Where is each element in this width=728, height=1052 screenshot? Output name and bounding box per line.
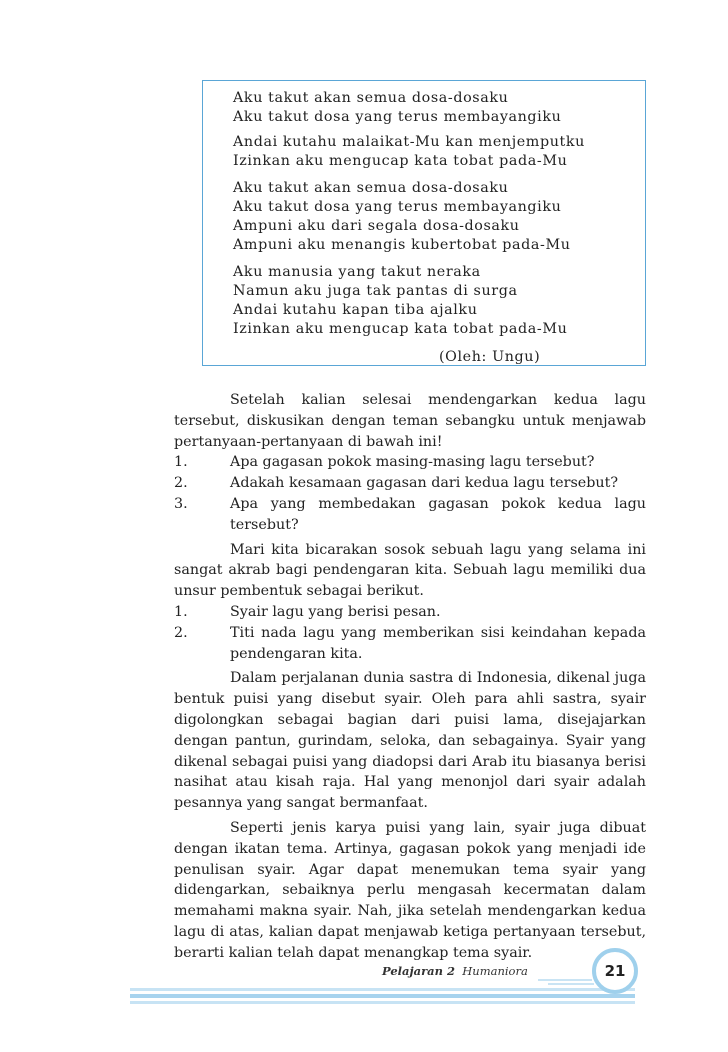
poem-line: Aku takut dosa yang terus membayangiku: [233, 109, 562, 125]
poem-line: Andai kutahu malaikat-Mu kan menjemputku: [233, 134, 585, 150]
list-item-continuation: pendengaran kita.: [230, 645, 363, 662]
paragraph: Mari kita bicarakan sosok sebuah lagu yang selama ini sangat akrab bagi pendengaran kita. Sebuah lagu memiliki dua unsur pembentuk sebagai berikut.: [174, 541, 646, 600]
intro-paragraph: Setelah kalian selesai mendengarkan kedua lagu tersebut, diskusikan dengan teman sebangku untuk menjawab pertanyaan-pertanyaan di bawah ini!: [174, 392, 646, 450]
poem-line: Izinkan aku mengucap kata tobat pada-Mu: [233, 321, 568, 337]
stanza-3: [233, 179, 571, 255]
list-item: 2. Titi nada lagu yang memberikan sisi keindahan kepada: [174, 624, 646, 641]
poem-line: Aku takut dosa yang terus membayangiku: [233, 199, 562, 215]
poem-line: Aku manusia yang takut neraka: [233, 264, 481, 280]
footer-label: Pelajaran 2 Humaniora: [382, 964, 528, 978]
stanza-1: [233, 89, 561, 127]
paragraph: Seperti jenis karya puisi yang lain, syair juga dibuat dengan ikatan tema. Artinya, gagasan pokok yang menjadi ide penulisan syair. Agar dapat menemukan tema syair yang didengarkan, sebaiknya perlu mengasah kecermatan dalam memahami makna syair. Nah, jika setelah mendengarkan kedua lagu di atas, kalian dapat menjawab ketiga pertanyaan tersebut, berarti kalian telah dapat menangkap tema syair.: [174, 819, 646, 961]
poem-line: Ampuni aku dari segala dosa-dosaku: [233, 218, 520, 234]
page-footer: [0, 940, 728, 1020]
list-item: 2. Adakah kesamaan gagasan dari kedua lagu tersebut?: [174, 475, 619, 492]
poem-line: Aku takut akan semua dosa-dosaku: [233, 180, 509, 196]
body-text: [174, 390, 646, 964]
list-item: 1. Apa gagasan pokok masing-masing lagu tersebut?: [174, 454, 595, 471]
paragraph: Dalam perjalanan dunia sastra di Indonesia, dikenal juga bentuk puisi yang disebut syair. Oleh para ahli sastra, syair digolongkan sebagai bagian dari puisi lama, disejajarkan dengan pantun, gurindam, seloka, dan sebagainya. Syair yang dikenal sebagai puisi yang diadopsi dari Arab itu biasanya berisi nasihat atau kisah raja. Hal yang menonjol dari syair adalah pesannya yang sangat bermanfaat.: [174, 670, 646, 812]
list-item: 1. Syair lagu yang berisi pesan.: [174, 603, 441, 620]
poem-line: Andai kutahu kapan tiba ajalku: [233, 302, 478, 318]
page-number-badge: [592, 948, 638, 994]
poem-box: [202, 80, 646, 366]
poem-credit: (Oleh: Ungu): [439, 349, 541, 365]
poem-line: Ampuni aku menangis kubertobat pada-Mu: [233, 237, 571, 253]
list-item: 3. Apa yang membedakan gagasan pokok kedua lagu tersebut?: [174, 495, 646, 533]
poem-line: Namun aku juga tak pantas di surga: [233, 283, 518, 299]
page-number: 21: [604, 962, 626, 980]
stanza-4: [233, 263, 567, 339]
poem-line: Izinkan aku mengucap kata tobat pada-Mu: [233, 153, 568, 169]
stanza-2: [233, 133, 585, 171]
poem-line: Aku takut akan semua dosa-dosaku: [233, 90, 509, 106]
